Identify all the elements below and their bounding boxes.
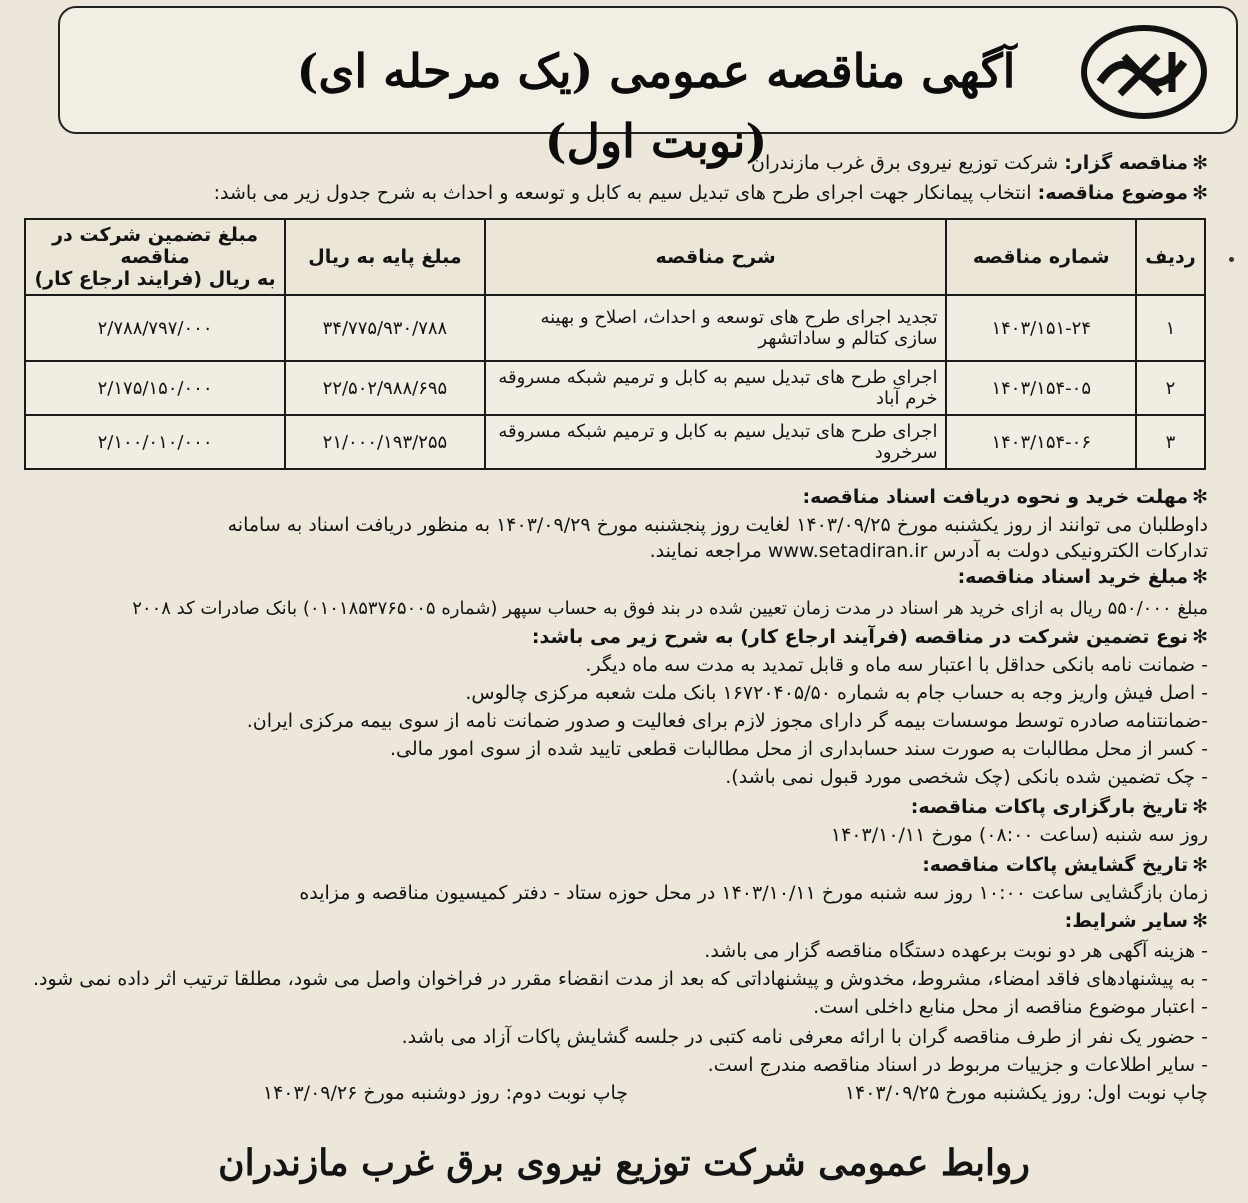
bond-item: - چک تضمین شده بانکی (چک شخصی مورد قبول نمی باشد). xyxy=(725,766,1208,788)
other-title: ✻سایر شرایط: xyxy=(1064,910,1208,932)
other-item: - هزینه آگهی هر دو نوبت برعهده دستگاه مناقصه گزار می باشد. xyxy=(704,940,1208,962)
cell-bond: ۲/۷۸۸/۷۹۷/۰۰۰ xyxy=(25,295,285,361)
subject-value: انتخاب پیمانکار جهت اجرای طرح های تبدیل سیم به کابل و توسعه و احداث به شرح جدول زیر می باشد: xyxy=(213,182,1032,204)
tenderer-value: شرکت توزیع نیروی برق غرب مازندران xyxy=(750,152,1059,174)
upload-title-text: تاریخ بارگزاری پاکات مناقصه: xyxy=(910,796,1189,818)
cell-row: ۲ xyxy=(1136,361,1205,415)
other-item: - به پیشنهادهای فاقد امضاء، مشروط، مخدوش و پیشنهاداتی که بعد از مدت انقضاء مقرر در فراخوان واصل می شود، مطلقا ترتیب اثر داده نمی شود. xyxy=(32,968,1208,990)
upload-line: روز سه شنبه (ساعت ۰۸:۰۰) مورخ ۱۴۰۳/۱۰/۱۱ xyxy=(830,824,1208,846)
cell-bond: ۲/۱۰۰/۰۱۰/۰۰۰ xyxy=(25,415,285,469)
table-row xyxy=(25,361,1205,415)
cell-number: ۱۴۰۳/۱۵۴-۰۶ xyxy=(946,415,1136,469)
col-base: مبلغ پایه به ریال xyxy=(285,219,485,295)
bond-item: - کسر از محل مطالبات به صورت سند حسابداری از محل مطالبات قطعی تایید شده از سوی امور مالی. xyxy=(389,738,1208,760)
subject-line: ✻موضوع مناقصه: انتخاب پیمانکار جهت اجرای طرح های تبدیل سیم به کابل و توسعه و احداث به شرح جدول زیر می باشد: xyxy=(213,182,1208,204)
cell-description: اجرای طرح های تبدیل سیم به کابل و ترمیم شبکه مسروقه سرخرود xyxy=(485,415,947,469)
col-description: شرح مناقصه xyxy=(485,219,947,295)
cell-row: ۳ xyxy=(1136,415,1205,469)
col-bond xyxy=(25,219,285,295)
tender-table xyxy=(24,218,1206,470)
other-item: - حضور یک نفر از طرف مناقصه گران با ارائه معرفی نامه کتبی در جلسه گشایش پاکات آزاد می باشد. xyxy=(401,1026,1208,1048)
margin-dot xyxy=(1229,257,1234,262)
cell-number: ۱۴۰۳/۱۵۱-۲۴ xyxy=(946,295,1136,361)
upload-title: ✻تاریخ بارگزاری پاکات مناقصه: xyxy=(910,796,1208,818)
table-header-row xyxy=(25,219,1205,295)
price-title-text: مبلغ خرید اسناد مناقصه: xyxy=(957,566,1189,588)
bond-title: ✻نوع تضمین شرکت در مناقصه (فرآیند ارجاع کار) به شرح زیر می باشد: xyxy=(531,626,1208,648)
subject-label: موضوع مناقصه: xyxy=(1037,182,1189,204)
footer-signature: روابط عمومی شرکت توزیع نیروی برق غرب مازندران xyxy=(218,1142,1030,1184)
col-number: شماره مناقصه xyxy=(946,219,1136,295)
price-title: ✻مبلغ خرید اسناد مناقصه: xyxy=(957,566,1208,588)
price-line: مبلغ ۵۵۰/۰۰۰ ریال به ازای خرید هر اسناد در مدت زمان تعیین شده در بند فوق به حساب سپهر (شماره ۰۱۰۱۸۵۳۷۶۵۰۰۵) بانک صادرات کد ۲۰۰۸ xyxy=(132,598,1208,619)
col-bond-line1: مبلغ تضمین شرکت در مناقصه xyxy=(52,224,259,268)
table-row xyxy=(25,415,1205,469)
tenderer-label: مناقصه گزار: xyxy=(1064,152,1189,174)
deadline-line1: داوطلبان می توانند از روز یکشنبه مورخ ۱۴۰۳/۰۹/۲۵ لغایت روز پنجشنبه مورخ ۱۴۰۳/۰۹/۲۹ به منظور دریافت اسناد به سامانه xyxy=(227,514,1208,536)
cell-base: ۲۲/۵۰۲/۹۸۸/۶۹۵ xyxy=(285,361,485,415)
bond-item: -ضمانتنامه صادره توسط موسسات بیمه گر دارای مجوز لازم برای فعالیت و صدور ضمانت نامه از سوی بیمه مرکزی ایران. xyxy=(246,710,1208,732)
col-bond-line2: (فرایند ارجاع کار) به ریال xyxy=(34,268,276,290)
print-second: چاپ نوبت دوم: روز دوشنبه مورخ ۱۴۰۳/۰۹/۲۶ xyxy=(262,1082,628,1104)
deadline-line2: تدارکات الکترونیکی دولت به آدرس www.setadiran.ir مراجعه نمایند. xyxy=(649,540,1208,562)
print-first: چاپ نوبت اول: روز یکشنبه مورخ ۱۴۰۳/۰۹/۲۵ xyxy=(844,1082,1208,1104)
cell-row: ۱ xyxy=(1136,295,1205,361)
ad-title: آگهی مناقصه عمومی (یک مرحله ای) (نوبت اول) xyxy=(296,44,1016,168)
cell-description: تجدید اجرای طرح های توسعه و احداث، اصلاح و بهینه سازی کتالم و ساداتشهر xyxy=(485,295,947,361)
bond-title-text: نوع تضمین شرکت در مناقصه (فرآیند ارجاع کار) به شرح زیر می باشد: xyxy=(531,626,1189,648)
other-item: - اعتبار موضوع مناقصه از محل منابع داخلی است. xyxy=(813,996,1208,1018)
deadline-title-text: مهلت خرید و نحوه دریافت اسناد مناقصه: xyxy=(802,486,1189,508)
cell-base: ۲۱/۰۰۰/۱۹۳/۲۵۵ xyxy=(285,415,485,469)
opening-title: ✻تاریخ گشایش پاکات مناقصه: xyxy=(922,854,1208,876)
cell-number: ۱۴۰۳/۱۵۴-۰۵ xyxy=(946,361,1136,415)
other-item: - سایر اطلاعات و جزییات مربوط در اسناد مناقصه مندرج است. xyxy=(707,1054,1208,1076)
cell-bond: ۲/۱۷۵/۱۵۰/۰۰۰ xyxy=(25,361,285,415)
other-title-text: سایر شرایط: xyxy=(1064,910,1189,932)
table-row xyxy=(25,295,1205,361)
company-logo-icon xyxy=(1080,22,1208,122)
opening-line: زمان بازگشایی ساعت ۱۰:۰۰ روز سه شنبه مورخ ۱۴۰۳/۱۰/۱۱ در محل حوزه ستاد - دفتر کمیسیون مناقصه و مزایده xyxy=(299,882,1208,904)
bond-item: - اصل فیش واریز وجه به حساب جام به شماره ۱۶۷۲۰۴۰۵/۵۰ بانک ملت شعبه مرکزی چالوس. xyxy=(465,682,1208,704)
bond-item: - ضمانت نامه بانکی حداقل با اعتبار سه ماه و قابل تمدید به مدت سه ماه دیگر. xyxy=(585,654,1208,676)
cell-description: اجرای طرح های تبدیل سیم به کابل و ترمیم شبکه مسروقه خرم آباد xyxy=(485,361,947,415)
opening-title-text: تاریخ گشایش پاکات مناقصه: xyxy=(922,854,1189,876)
col-row: ردیف xyxy=(1136,219,1205,295)
deadline-title: ✻مهلت خرید و نحوه دریافت اسناد مناقصه: xyxy=(802,486,1208,508)
cell-base: ۳۴/۷۷۵/۹۳۰/۷۸۸ xyxy=(285,295,485,361)
tenderer-line: ✻مناقصه گزار: شرکت توزیع نیروی برق غرب مازندران xyxy=(750,152,1208,174)
